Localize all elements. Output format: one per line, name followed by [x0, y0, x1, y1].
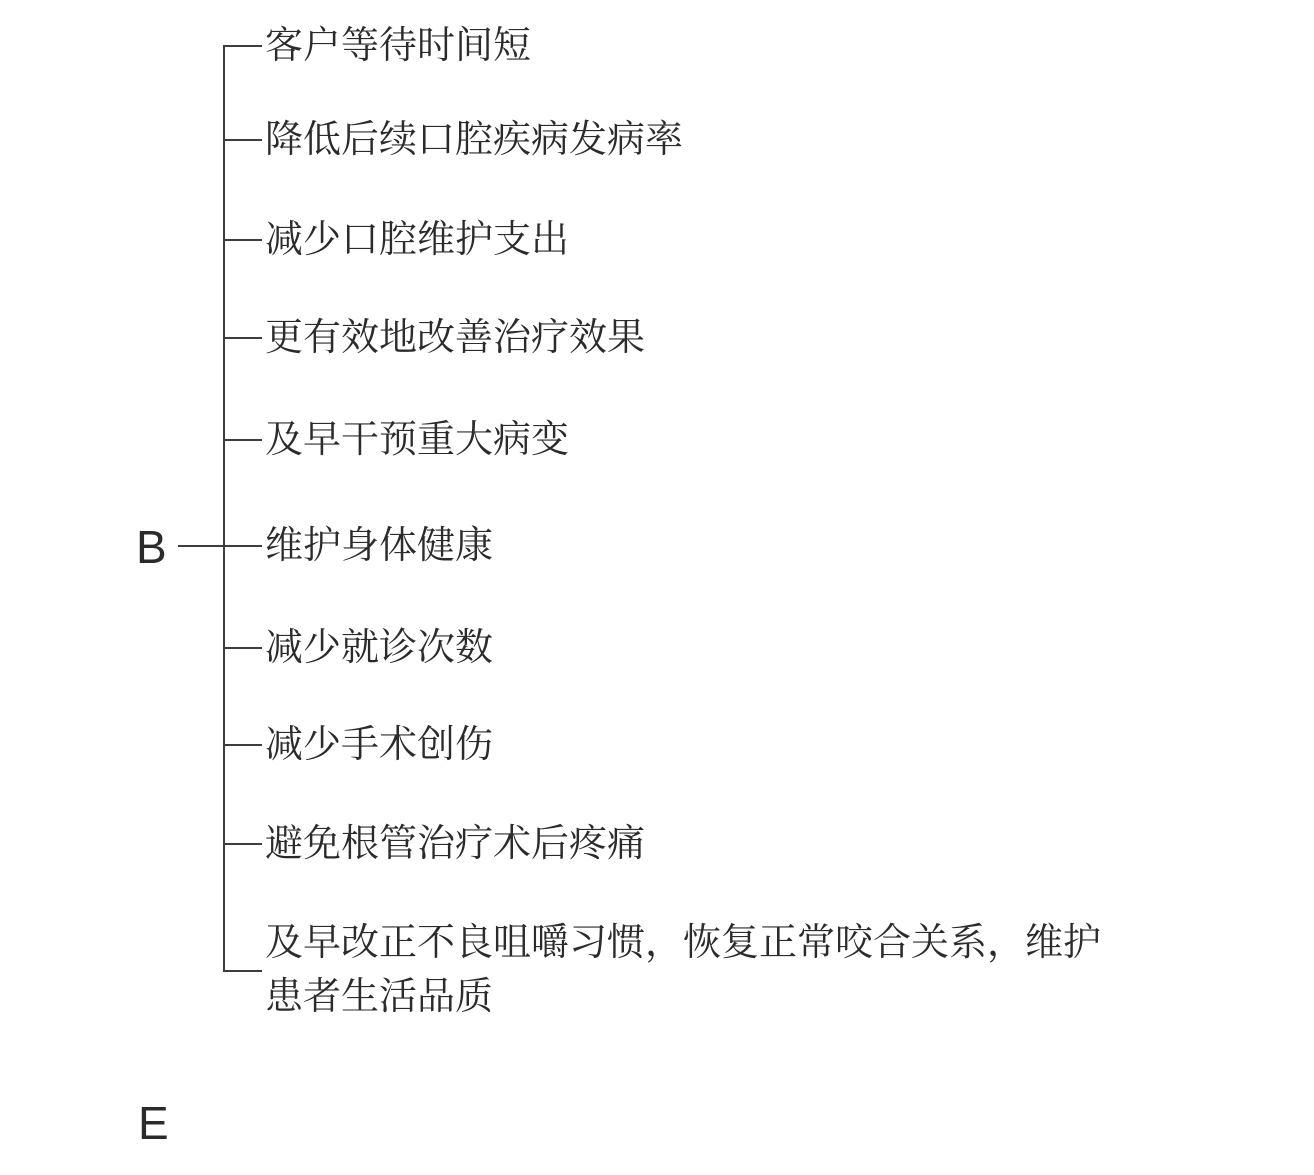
tree-item-label: 客户等待时间短	[265, 25, 532, 67]
end-node-e-label: E	[138, 1097, 169, 1149]
tree-item-label: 及早改正不良咀嚼习惯，恢复正常咬合关系，维护患者生活品质	[265, 922, 1102, 1018]
tree-item-label: 减少口腔维护支出	[265, 219, 570, 261]
tree-item-label: 减少手术创伤	[265, 724, 494, 766]
tree-item-label: 避免根管治疗术后疼痛	[265, 823, 646, 865]
tree-item-label: 减少就诊次数	[265, 627, 494, 669]
root-node-b-label: B	[136, 521, 167, 573]
tree-item-label: 降低后续口腔疾病发病率	[265, 119, 684, 161]
tree-item-label: 维护身体健康	[265, 525, 494, 567]
tree-item-label: 及早干预重大病变	[265, 419, 570, 461]
tree-item-label: 更有效地改善治疗效果	[265, 317, 646, 359]
